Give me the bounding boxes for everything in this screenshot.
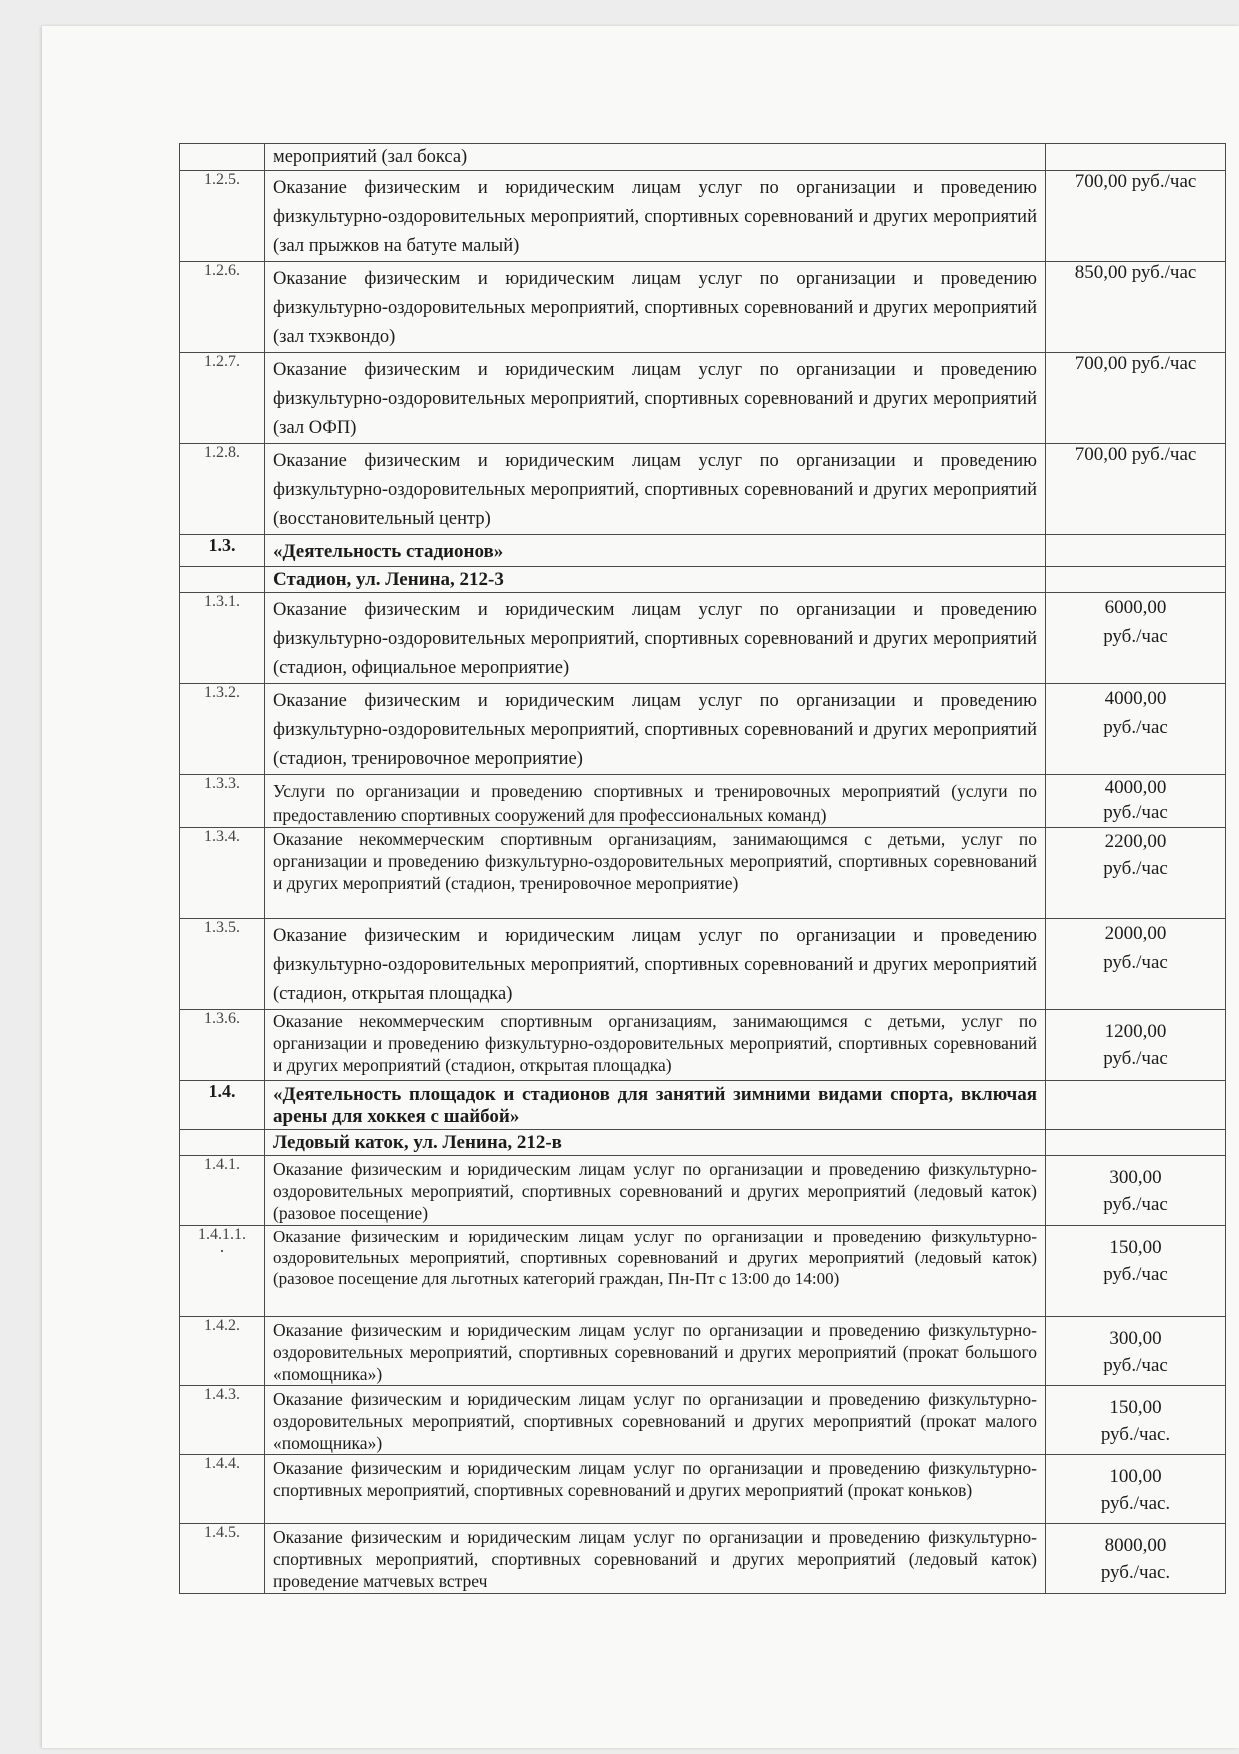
service-price (1046, 535, 1226, 567)
price-unit: руб./час (1103, 717, 1168, 738)
table-row (180, 1156, 1226, 1226)
service-description: Оказание некоммерческим спортивным организациям, занимающимся с детьми, услуг по организации и проведению физкультурно-оздоровительных мероприятий, спортивных соревнований и других мероприятий (стадион, тренировочное мероприятие) (273, 829, 1037, 893)
service-description: Оказание физическим и юридическим лицам услуг по организации и проведению физкультурно-оздоровительных мероприятий, спортивных соревнований и других мероприятий (прокат большого «помощника») (273, 1320, 1037, 1384)
table-row (180, 171, 1226, 262)
service-description: Оказание физическим и юридическим лицам услуг по организации и проведению физкультурно-оздоровительных мероприятий, спортивных соревнований и других мероприятий (стадион, тренировочное мероприятие) (273, 691, 1037, 769)
service-description: Оказание физическим и юридическим лицам услуг по организации и проведению физкультурно-спортивных мероприятий, спортивных соревнований и других мероприятий (ледовый каток) проведение матчевых встреч (273, 1527, 1037, 1591)
row-number: 1.2.7. (180, 353, 265, 444)
row-number: 1.3.5. (180, 919, 265, 1010)
service-description: Оказание физическим и юридическим лицам услуг по организации и проведению физкультурно-оздоровительных мероприятий, спортивных соревнований и других мероприятий (прокат малого «помощника») (273, 1389, 1037, 1453)
table-row (180, 262, 1226, 353)
table-row (180, 593, 1226, 684)
service-price (1046, 1156, 1226, 1226)
price-unit: руб./час (1103, 1048, 1168, 1069)
price-value: 150,00 (1109, 1397, 1162, 1418)
service-price (1046, 1010, 1226, 1081)
row-number: 1.2.6. (180, 262, 265, 353)
row-number: 1.2.5. (180, 171, 265, 262)
service-price (1046, 593, 1226, 684)
facility-address: Ледовый каток, ул. Ленина, 212-в (273, 1132, 562, 1153)
row-number: 1.4.4. (180, 1455, 265, 1524)
table-row (180, 684, 1226, 775)
service-description: Оказание физическим и юридическим лицам услуг по организации и проведению физкультурно-оздоровительных мероприятий, спортивных соревнований и других мероприятий (зал тхэквондо) (273, 269, 1037, 347)
service-price (1046, 1386, 1226, 1455)
service-price (1046, 1317, 1226, 1386)
price-unit: руб./час (1103, 626, 1168, 647)
service-price (1046, 828, 1226, 919)
service-description: Оказание физическим и юридическим лицам услуг по организации и проведению физкультурно-оздоровительных мероприятий, спортивных соревнований и других мероприятий (стадион, открытая площадка) (273, 926, 1037, 1004)
service-price (1046, 775, 1226, 828)
service-description: Оказание физическим и юридическим лицам услуг по организации и проведению физкультурно-оздоровительных мероприятий, спортивных соревнований и других мероприятий (ледовый каток) (разовое посещение для льготных категорий граждан, Пн-Пт с 13:00 до 14:00) (273, 1227, 1037, 1288)
service-description: Оказание физическим и юридическим лицам услуг по организации и проведению физкультурно-оздоровительных мероприятий, спортивных соревнований и других мероприятий (ледовый каток) (разовое посещение) (273, 1159, 1037, 1223)
service-price (1046, 1455, 1226, 1524)
table-row (180, 444, 1226, 535)
table-row (180, 1226, 1226, 1317)
service-price (1046, 684, 1226, 775)
table-row (180, 1524, 1226, 1594)
row-number: 1.3.6. (180, 1010, 265, 1081)
price-unit: руб./час (1103, 858, 1168, 879)
price-value: 100,00 (1109, 1466, 1162, 1487)
price-value: 150,00 (1109, 1237, 1162, 1258)
price-value: 300,00 (1109, 1328, 1162, 1349)
service-price (1046, 919, 1226, 1010)
row-number (180, 567, 265, 593)
table-row (180, 1317, 1226, 1386)
bullet-mark: · (219, 1241, 225, 1261)
facility-row (180, 1130, 1226, 1156)
table-row (180, 353, 1226, 444)
service-description: Оказание физическим и юридическим лицам услуг по организации и проведению физкультурно-спортивных мероприятий, спортивных соревнований и других мероприятий (прокат коньков) (273, 1458, 1037, 1500)
service-price (1046, 1130, 1226, 1156)
price-value: 300,00 (1109, 1167, 1162, 1188)
table-row (180, 1455, 1226, 1524)
facility-address: Стадион, ул. Ленина, 212-3 (273, 569, 504, 590)
row-number: 1.3.3. (180, 775, 265, 828)
service-price: 700,00 руб./час (1046, 171, 1226, 262)
price-value: 8000,00 (1104, 1535, 1167, 1556)
table-row (180, 144, 1226, 171)
section-number: 1.4. (180, 1081, 265, 1130)
table-row (180, 828, 1226, 919)
price-value: 1200,00 (1104, 1021, 1167, 1042)
row-number: 1.4.5. (180, 1524, 265, 1594)
service-price: 850,00 руб./час (1046, 262, 1226, 353)
price-value: 2200,00 (1104, 831, 1167, 852)
service-price: 700,00 руб./час (1046, 444, 1226, 535)
price-value: 2000,00 (1104, 923, 1167, 944)
service-price (1046, 1226, 1226, 1317)
service-description: Оказание физическим и юридическим лицам услуг по организации и проведению физкультурно-оздоровительных мероприятий, спортивных соревнований и других мероприятий (восстановительный центр) (273, 451, 1037, 529)
table-row (180, 1010, 1226, 1081)
section-header-row (180, 535, 1226, 567)
service-description: Оказание физическим и юридическим лицам услуг по организации и проведению физкультурно-оздоровительных мероприятий, спортивных соревнований и других мероприятий (зал ОФП) (273, 360, 1037, 438)
service-description: Услуги по организации и проведению спортивных и тренировочных мероприятий (услуги по предоставлению спортивных сооружений для профессиональных команд) (273, 781, 1037, 825)
price-unit: руб./час. (1100, 1493, 1171, 1514)
price-unit: руб./час (1103, 1194, 1168, 1215)
service-description: Оказание физическим и юридическим лицам услуг по организации и проведению физкультурно-оздоровительных мероприятий, спортивных соревнований и других мероприятий (зал прыжков на батуте малый) (273, 178, 1037, 256)
service-description: Оказание физическим и юридическим лицам услуг по организации и проведению физкультурно-оздоровительных мероприятий, спортивных соревнований и других мероприятий (стадион, официальное мероприятие) (273, 600, 1037, 678)
service-price (1046, 1524, 1226, 1594)
service-description: Оказание некоммерческим спортивным организациям, занимающимся с детьми, услуг по организации и проведению физкультурно-оздоровительных мероприятий, спортивных соревнований и других мероприятий (стадион, открытая площадка) (273, 1011, 1037, 1075)
price-value: 6000,00 (1104, 597, 1167, 618)
section-title: «Деятельность стадионов» (273, 541, 504, 562)
table-row (180, 775, 1226, 828)
table-row (180, 919, 1226, 1010)
price-unit: руб./час. (1100, 1424, 1171, 1445)
service-description: мероприятий (зал бокса) (273, 147, 468, 167)
row-number: 1.4.3. (180, 1386, 265, 1455)
table-row (180, 1386, 1226, 1455)
service-price (1046, 567, 1226, 593)
price-unit: руб./час (1103, 952, 1168, 973)
price-unit: руб./час (1103, 1264, 1168, 1285)
section-header-row (180, 1081, 1226, 1130)
row-number: 1.3.1. (180, 593, 265, 684)
service-price: 700,00 руб./час (1046, 353, 1226, 444)
price-value: 4000,00 (1104, 777, 1167, 798)
row-number (180, 144, 265, 171)
section-title: «Деятельность площадок и стадионов для занятий зимними видами спорта, включая арены для хоккея с шайбой» (273, 1084, 1037, 1127)
price-value: 4000,00 (1104, 688, 1167, 709)
section-number: 1.3. (180, 535, 265, 567)
price-unit: руб./час. (1100, 1562, 1171, 1583)
service-price (1046, 1081, 1226, 1130)
row-number: 1.3.4. (180, 828, 265, 919)
row-number: 1.2.8. (180, 444, 265, 535)
row-number: 1.3.2. (180, 684, 265, 775)
row-number: 1.4.1.1. (198, 1226, 246, 1243)
tariff-table (179, 143, 1226, 1594)
document-page (42, 26, 1239, 1748)
facility-row (180, 567, 1226, 593)
row-number: 1.4.1. (180, 1156, 265, 1226)
row-number (180, 1130, 265, 1156)
row-number: 1.4.2. (180, 1317, 265, 1386)
service-price (1046, 144, 1226, 171)
price-unit: руб./час (1103, 1355, 1168, 1376)
price-unit: руб./час (1103, 802, 1168, 823)
